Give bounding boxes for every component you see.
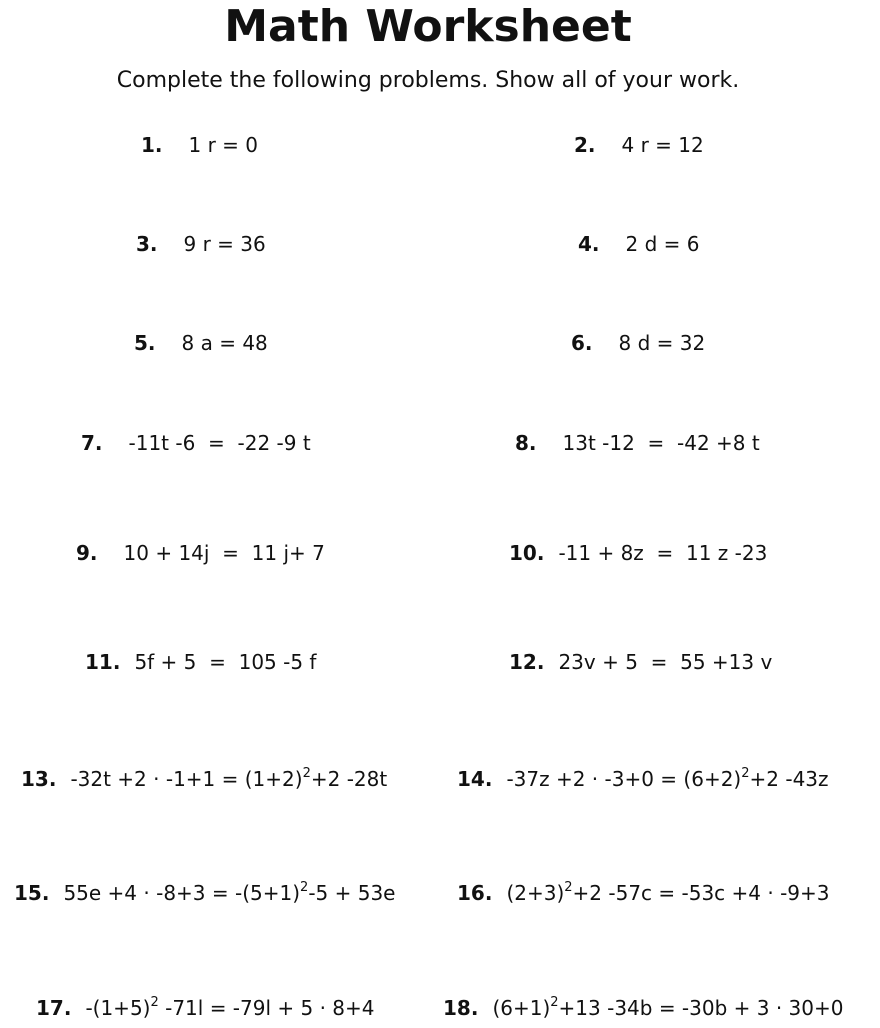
problem-number: 4. — [578, 232, 600, 256]
problem-number: 7. — [81, 431, 103, 455]
problem-10 — [509, 539, 767, 567]
problem-number: 11. — [85, 650, 121, 674]
problem-1 — [141, 131, 258, 159]
problem-expression: 8 a = 48 — [181, 331, 268, 355]
worksheet-title: Math Worksheet — [224, 1, 632, 52]
problem-number: 3. — [136, 232, 158, 256]
problem-2 — [574, 131, 704, 159]
problem-expression: $-37z +2 \cdot -3+0 = (6+2)^2+2$ -43z — [506, 766, 829, 791]
problem-number: 6. — [571, 331, 593, 355]
problem-expression: 1 r = 0 — [188, 133, 259, 157]
problem-expression: 9 r = 36 — [183, 232, 266, 256]
problem-expression: $(6+1)^2+13$ -34b = -30b + 3 · 30+0 — [492, 995, 844, 1020]
problem-number: 12. — [509, 650, 545, 674]
problem-4 — [578, 230, 700, 258]
problem-3 — [136, 230, 266, 258]
problem-expression: $-(1+5)^2$ -71l = -79l + 5 · 8+4 — [85, 995, 375, 1020]
problem-expression: 5f + 5 = 105 -5 f — [134, 650, 317, 674]
problem-expression: 23v + 5 = 55 +13 v — [558, 650, 773, 674]
problem-expression: 2 d = 6 — [625, 232, 700, 256]
problem-expression: $-32t +2 \cdot -1+1 = (1+2)^2+2$ -28t — [70, 766, 388, 791]
problem-12 — [509, 648, 772, 676]
problem-number: 16. — [457, 881, 493, 905]
problem-5 — [134, 329, 268, 357]
problem-18 — [443, 989, 844, 1022]
problem-13 — [21, 760, 387, 793]
worksheet-instructions: Complete the following problems. Show all of your work. — [116, 68, 740, 93]
problem-expression: $55e +4 \cdot -8+3 = -(5+1)^2-5 + 53e$ — [63, 880, 396, 905]
problem-6 — [571, 329, 705, 357]
problem-number: 5. — [134, 331, 156, 355]
problem-expression: 4 r = 12 — [621, 133, 704, 157]
problem-expression: -11t -6 = -22 -9 t — [128, 431, 311, 455]
problem-number: 9. — [76, 541, 98, 565]
problem-expression: 10 + 14j = 11 j+ 7 — [123, 541, 325, 565]
problem-14 — [457, 760, 829, 793]
problem-expression: 8 d = 32 — [618, 331, 706, 355]
problem-expression: $(2+3)^2+2$ -57c = -53c +4 · -9+3 — [506, 880, 830, 905]
problem-number: 17. — [36, 996, 72, 1020]
problem-11 — [85, 648, 316, 676]
problem-number: 13. — [21, 767, 57, 791]
problem-number: 18. — [443, 996, 479, 1020]
problem-number: 15. — [14, 881, 50, 905]
problem-number: 2. — [574, 133, 596, 157]
problem-expression: -11 + 8z = 11 z -23 — [558, 541, 768, 565]
problem-expression: 13t -12 = -42 +8 t — [562, 431, 760, 455]
problem-17 — [36, 989, 375, 1022]
problem-9 — [76, 539, 325, 567]
problem-number: 14. — [457, 767, 493, 791]
problem-7 — [81, 429, 311, 457]
problem-number: 10. — [509, 541, 545, 565]
problem-16 — [457, 874, 830, 907]
problem-number: 1. — [141, 133, 163, 157]
problem-number: 8. — [515, 431, 537, 455]
problem-8 — [515, 429, 760, 457]
problem-15 — [14, 874, 395, 907]
